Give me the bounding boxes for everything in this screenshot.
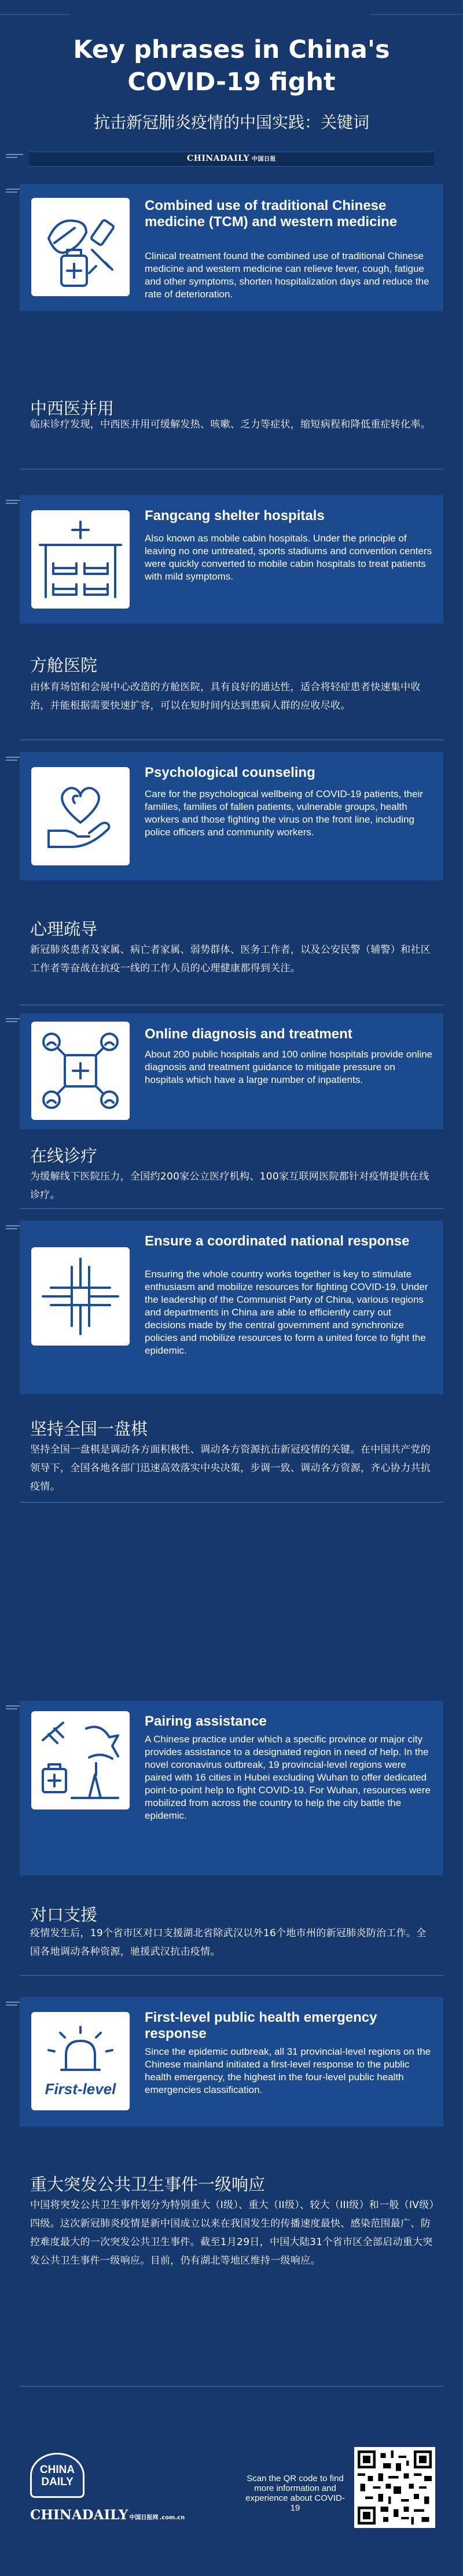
footer <box>0 2430 463 2576</box>
section-divider <box>20 1502 443 1503</box>
section-body-en: About 200 public hospitals and 100 online hospitals provide online diagnosis and treatment guidance to mitigate pressure on hospitals which have a large number of inpatients. <box>145 1049 433 1085</box>
section-panel <box>20 495 443 624</box>
section-panel <box>20 752 443 880</box>
coordinated-hands-icon <box>31 1247 130 1346</box>
section-title-cn: 方舱医院 <box>30 655 98 675</box>
page-title: Key phrases in China's COVID-19 fight <box>73 35 390 97</box>
section-body-cn: 新冠肺炎患者及家属、病亡者家属、弱势群体、医务工作者，以及公安民警（辅警）和社区工作者等奋战在抗疫一线的工作人员的心理健康都得到关注。 <box>30 944 431 974</box>
section-title-en: First-level public health emergency response <box>145 2010 377 2041</box>
logo-line-2: DAILY <box>41 2476 74 2488</box>
section-body-en: A Chinese practice under which a specific province or major city provides assistance to a designated region in need of help. In the novel coronavirus outbreak, 19 provincial-level regions were paired with 16 cities in Hubei excluding Wuhan to offer dedicated point-to-point help to fight COVID-19. For Wuhan, resources were mobilized from across the country to help the city battle the epidemic. <box>145 1734 431 1821</box>
section-title-cn: 在线诊疗 <box>30 1146 98 1166</box>
section-divider <box>20 1975 443 1976</box>
section-title-cn: 坚持全国一盘棋 <box>30 1419 148 1439</box>
section-body-cn: 疫情发生后，19个省市区对口支援湖北省除武汉以外16个地市州的新冠肺炎防治工作。全国各地调动各种资源，驰援武汉抗击疫情。 <box>30 1928 427 1958</box>
tcm-medicine-icon <box>31 198 130 296</box>
qr-caption: Scan the QR code to find more information and experience about COVID-19 <box>245 2474 345 2513</box>
wordmark-text: CHINADAILY <box>30 2507 128 2523</box>
section-panel <box>20 1997 443 2127</box>
first-level-alarm-icon <box>31 2012 130 2110</box>
section-body-en: Clinical treatment found the combined use of traditional Chinese medicine and western medicine can relieve fever, cough, fatigue and other symptoms, shorten hospitalization days and reduce the rate of deterioration. <box>145 250 429 300</box>
section-body-cn: 坚持全国一盘棋是调动各方面积极性、调动各方资源抗击新冠疫情的关键。在中国共产党的领导下，全国各地各部门迅速高效落实中央决策，步调一致、调动各方资源，齐心协力共抗疫情。 <box>30 1444 431 1492</box>
wordmark-cn: 中国日报网 <box>129 2515 159 2521</box>
brand-name-cn: 中国日报 <box>252 156 277 163</box>
section-title-cn: 心理疏导 <box>30 919 98 939</box>
pairing-assistance-icon <box>31 1711 130 1810</box>
section-divider <box>20 1004 443 1005</box>
china-daily-logo <box>30 2453 84 2498</box>
brand-label <box>29 154 434 163</box>
section-body-cn: 临床诊疗发现，中西医并用可缓解发热、咳嗽、乏力等症状，缩短病程和降低重症转化率。 <box>30 419 431 430</box>
section-divider <box>20 469 443 470</box>
section-body-en: Since the epidemic outbreak, all 31 provincial-level regions on the Chinese mainland initiated a first-level response to the public health emergency, the highest in the four-level public health emergencies classification. <box>145 2046 431 2095</box>
section-title-en: Psychological counseling <box>145 765 315 780</box>
heart-hands-icon <box>31 767 130 865</box>
section-title-en: Ensure a coordinated national response <box>145 1233 410 1249</box>
section-body-en: Ensuring the whole country works together is key to stimulate enthusiasm and mobilize resources for fighting COVID-19. Under the leadership of the Communist Party of China, various regions and departments in China are able to efficiently carry out decisions made by the central government and synchronize policies and mobilize resources to form a united force to fight the epidemic. <box>145 1269 428 1356</box>
section-body-cn: 为缓解线下医院压力，全国约200家公立医疗机构、100家互联网医院都针对疫情提供在线诊疗。 <box>30 1171 429 1201</box>
section-panel <box>20 1701 443 1875</box>
first-level-icon-text: First-level <box>45 2080 116 2098</box>
header <box>0 0 463 174</box>
china-daily-wordmark <box>30 2507 185 2523</box>
wordmark-suffix: .com.cn <box>159 2515 185 2521</box>
section-title-en: Fangcang shelter hospitals <box>145 508 325 524</box>
section-divider <box>20 2386 443 2387</box>
section-title-cn: 重大突发公共卫生事件一级响应 <box>30 2175 266 2194</box>
section-body-cn: 中国将突发公共卫生事件划分为特别重大（I级）、重大（II级）、较大（III级）和一般（IV级）四级。这次新冠肺炎疫情是新中国成立以来在我国发生的传播速度最快、感染范围最广、防控难度最大的一次突发公共卫生事件。截至1月29日，中国大陆31个省市区全部启动重大突发公共卫生事件一级响应。目前，仍有湖北等地区维持一级响应。 <box>30 2199 435 2267</box>
online-network-icon <box>31 1022 130 1120</box>
qr-code[interactable] <box>354 2447 435 2528</box>
section-body-en: Care for the psychological wellbeing of COVID-19 patients, their families, families of fallen patients, vulnerable groups, health workers and those fighting the virus on the front line, including police officers and community workers. <box>145 788 423 838</box>
section-title-cn: 对口支援 <box>30 1905 98 1925</box>
qr-code-icon <box>358 2450 432 2525</box>
section-divider <box>20 739 443 740</box>
side-stub-decor <box>6 154 23 161</box>
brand-name: CHINADAILY <box>186 154 250 163</box>
section-title-en: Combined use of traditional Chinese medicine (TCM) and western medicine <box>145 198 398 230</box>
brand-bar <box>29 152 434 167</box>
section-title-cn: 中西医并用 <box>30 399 115 418</box>
section-body-en: Also known as mobile cabin hospitals. Under the principle of leaving no one untreated, sports stadiums and convention centers were quickly converted to mobile cabin hospitals to treat patients with mild symptoms. <box>145 533 432 582</box>
logo-line-1: CHINA <box>39 2464 75 2476</box>
section-panel <box>20 1221 443 1394</box>
section-divider <box>20 1208 443 1209</box>
shelter-beds-icon <box>31 510 130 609</box>
page-subtitle: 抗击新冠肺炎疫情的中国实践：关键词 <box>93 113 369 132</box>
section-title-en: Pairing assistance <box>145 1713 267 1729</box>
section-panel <box>20 184 443 311</box>
section-title-en: Online diagnosis and treatment <box>145 1026 352 1042</box>
section-body-cn: 由体育场馆和会展中心改造的方舱医院，具有良好的通达性，适合将轻症患者快速集中收治，并能根据需要快速扩容，可以在短时间内达到患病人群的应收尽收。 <box>30 681 421 712</box>
section-panel <box>20 1014 443 1129</box>
